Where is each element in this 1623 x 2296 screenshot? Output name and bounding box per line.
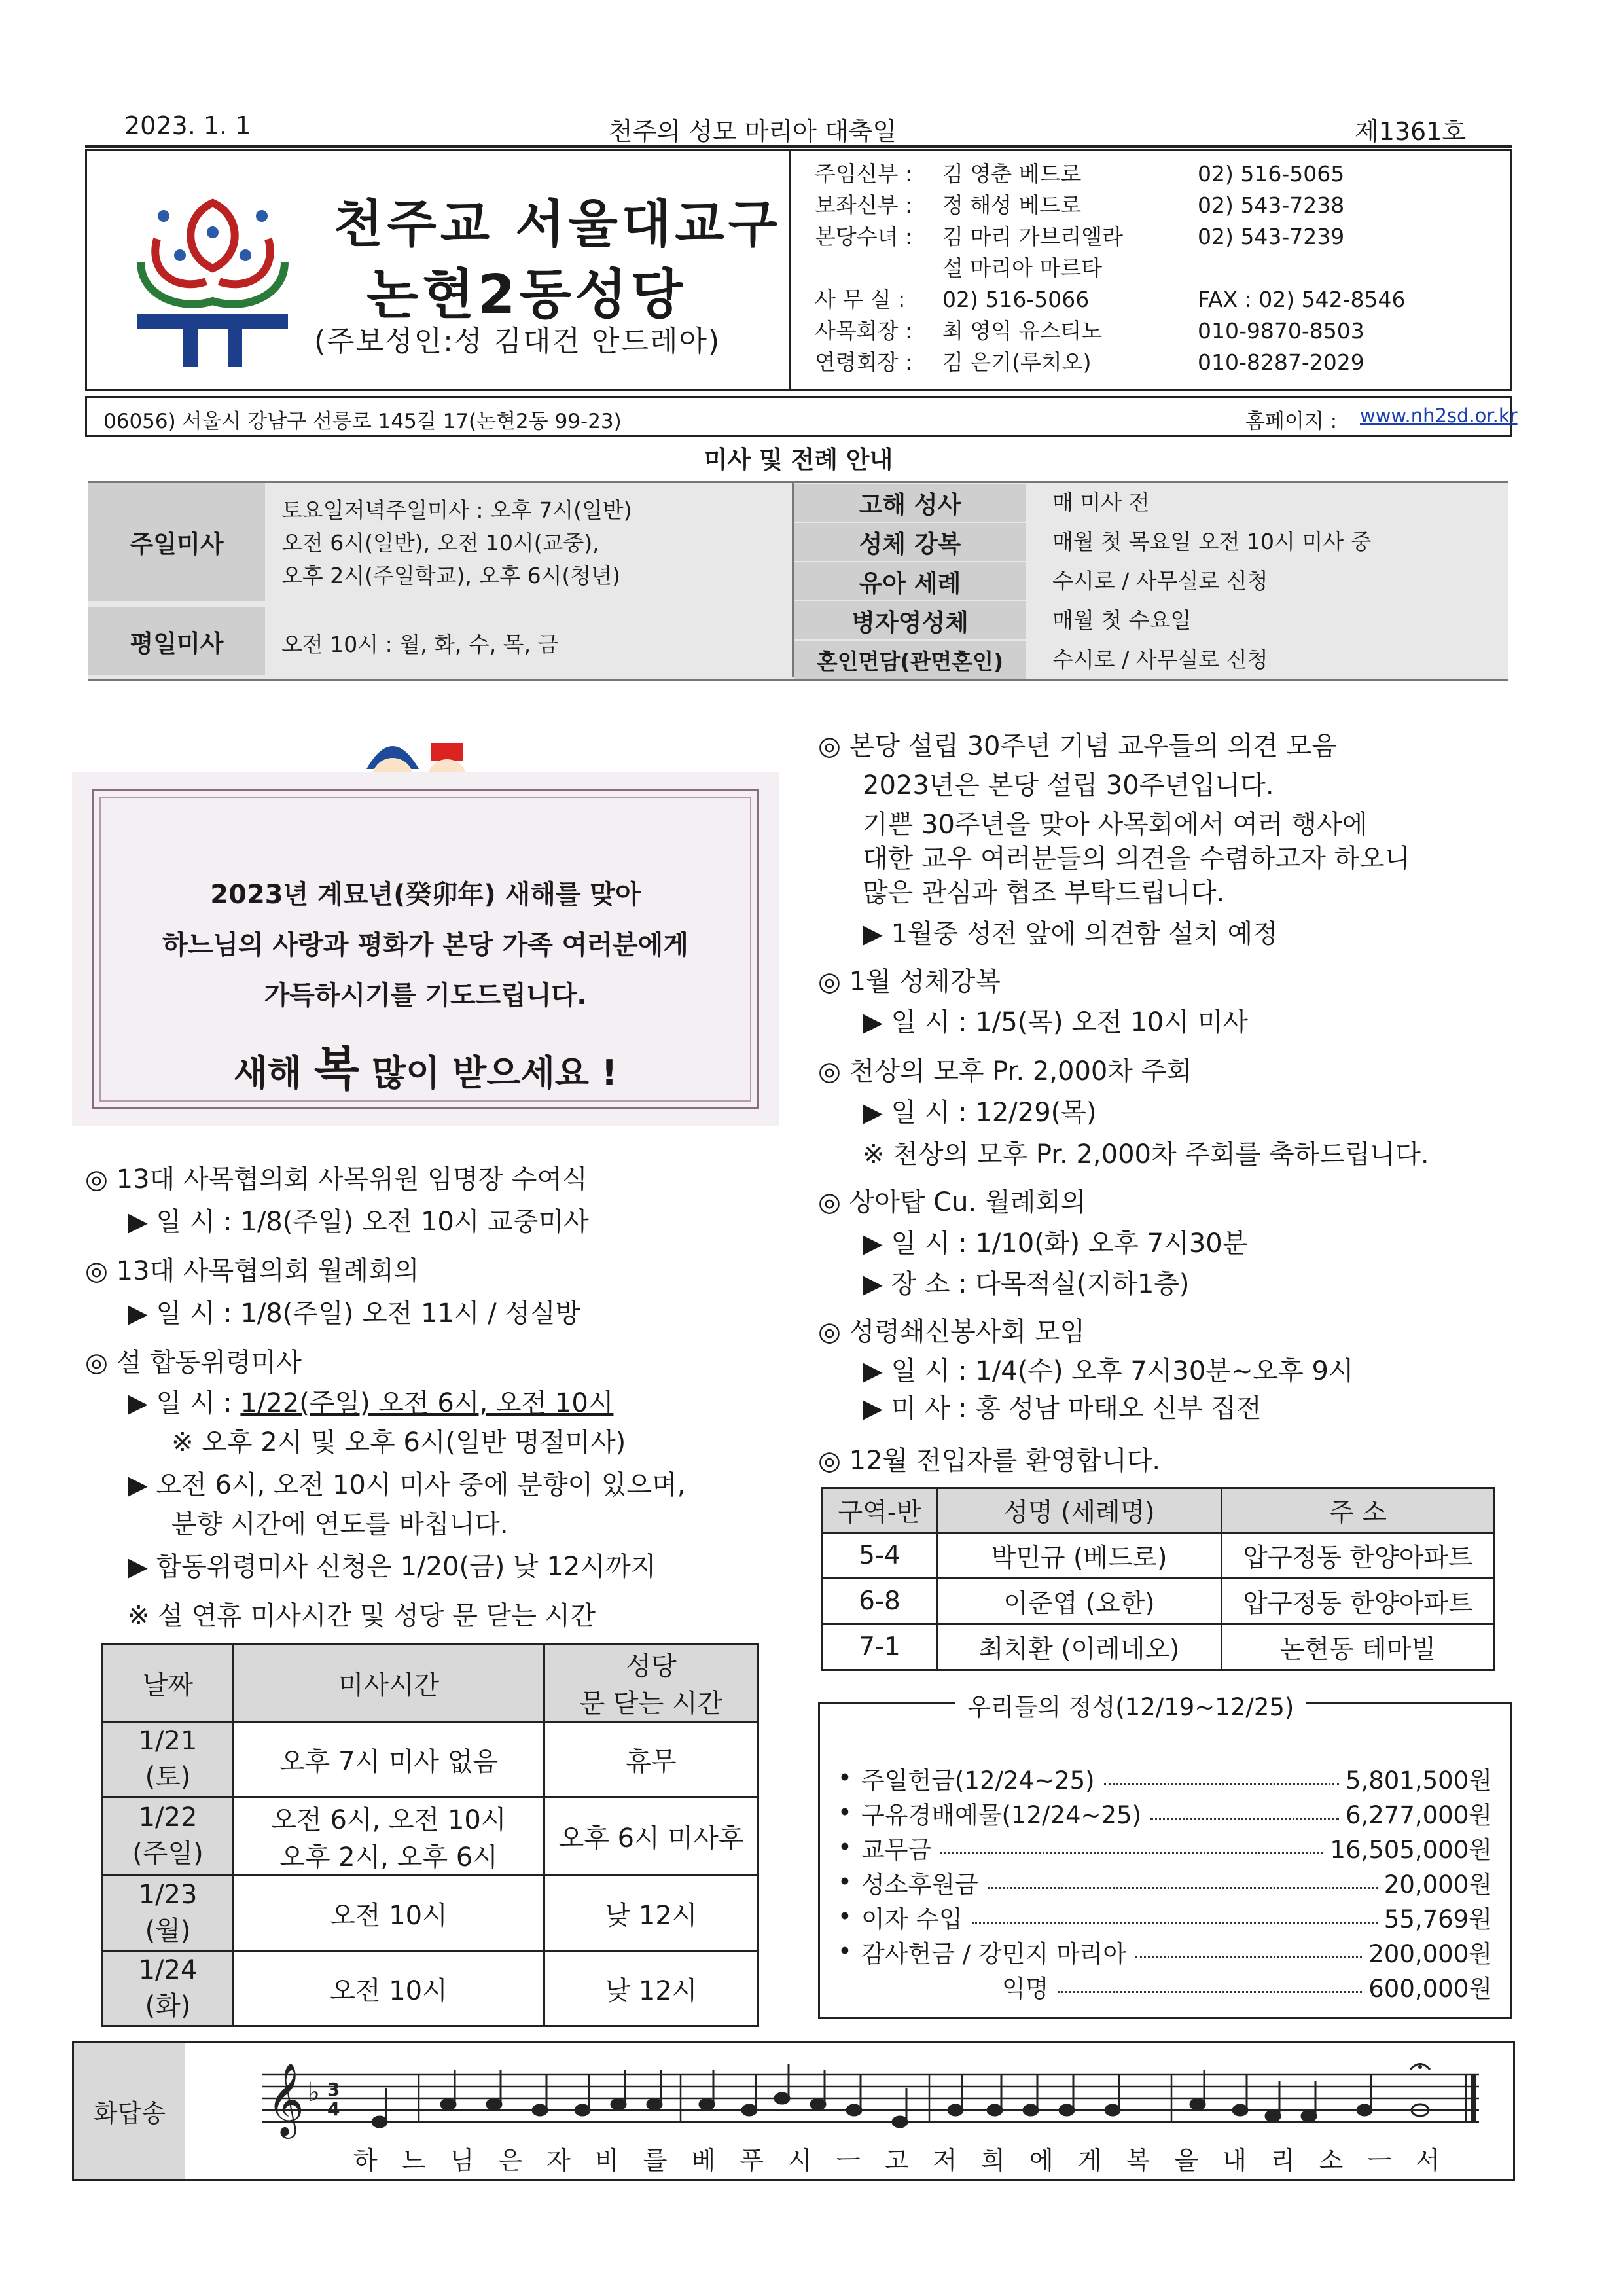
issue-date: 2023. 1. 1	[124, 111, 251, 140]
offering-amount: 16,505,000원	[1330, 1835, 1492, 1864]
date-text: 1/21	[138, 1725, 198, 1756]
zone-cell: 5-4	[823, 1533, 937, 1579]
sunday-mass-label: 주일미사	[88, 483, 265, 601]
leader-dots	[1150, 1802, 1339, 1820]
notice-line: 2023년은 본당 설립 30주년입니다.	[863, 770, 1274, 800]
notice-line: 대한 교우 여러분들의 의견을 수렴하고자 하오니	[863, 844, 1410, 874]
homepage-link[interactable]: www.nh2sd.or.kr	[1360, 404, 1518, 427]
lyric-syllable: 고	[884, 2146, 909, 2175]
lyric-syllable: 내	[1222, 2146, 1247, 2175]
lyric-syllable: 리	[1270, 2146, 1295, 2175]
rite-text: 매월 첫 수요일	[1052, 607, 1192, 633]
lyric-syllable: 서	[1416, 2146, 1440, 2175]
notice-line: ▶ 일 시 : 1/8(주일) 오전 10시 교중미사	[128, 1207, 589, 1237]
table-header: 구역-반	[823, 1488, 937, 1533]
date-cell	[103, 1797, 234, 1876]
contact-role: 본당수녀 :	[815, 224, 913, 249]
notice-title: ◎ 13대 사목협의회 월례회의	[85, 1256, 419, 1286]
mass-time-cell: 오후 7시 미사 없음	[234, 1722, 544, 1797]
notice-line: ▶ 일 시 : 12/29(목)	[863, 1098, 1097, 1128]
notice-line: ▶ 오전 6시, 오전 10시 미사 중에 분향이 있으며,	[128, 1470, 686, 1500]
contact-row	[815, 284, 1502, 315]
svg-text:𝄞: 𝄞	[267, 2062, 304, 2136]
mass-section-title: 미사 및 전례 안내	[704, 446, 893, 474]
mass-time-cell: 오전 10시	[234, 1876, 544, 1951]
table-row	[103, 1722, 758, 1797]
notice-title: ◎ 13대 사목협의회 사목위원 임명장 수여식	[85, 1164, 588, 1194]
name-cell: 최치환 (이레네오)	[937, 1624, 1222, 1670]
close-time-cell: 휴무	[544, 1722, 758, 1797]
top-line	[85, 111, 1512, 148]
notice-line: ▶ 1월중 성전 앞에 의견함 설치 예정	[863, 919, 1278, 949]
contact-role: 보좌신부 :	[815, 192, 913, 218]
address-cell: 논현동 테마빌	[1222, 1624, 1495, 1670]
lyric-syllable: 복	[1126, 2146, 1150, 2175]
contact-role	[815, 253, 942, 284]
greeting-line: 2023년 계묘년(癸卯年) 새해를 맞아	[210, 880, 641, 910]
contact-role: 주임신부 :	[815, 161, 913, 187]
offering-label: 주일헌금(12/24~25)	[861, 1766, 1095, 1795]
date-text: 1/23	[138, 1879, 198, 1910]
mass-time-line: 오후 2시, 오후 6시	[279, 1842, 498, 1873]
feast-title: 천주의 성모 마리아 대축일	[609, 117, 897, 146]
date-text: 1/24	[138, 1954, 198, 1985]
notice-line: ※ 오후 2시 및 오후 6시(일반 명절미사)	[171, 1427, 626, 1458]
notice-line-label: ▶ 일 시 :	[128, 1388, 241, 1418]
table-header: 성명 (세례명)	[937, 1488, 1222, 1533]
zone-cell: 7-1	[823, 1624, 937, 1670]
day-text: (주일)	[132, 1839, 204, 1869]
contact-role: 사 무 실 :	[815, 287, 906, 312]
rite-text: 매 미사 전	[1052, 490, 1150, 515]
lyric-syllable: 자	[546, 2146, 571, 2175]
leader-dots	[988, 1871, 1378, 1889]
blessing-word: 새해	[233, 1052, 302, 1094]
notice-line: ▶ 장 소 : 다목적실(지하1층)	[863, 1269, 1190, 1299]
table-row	[823, 1579, 1495, 1624]
parish-address: 06056) 서울시 강남구 선릉로 145길 17(논현2동 99-23)	[103, 410, 622, 433]
contact-phone: 02) 543-7238	[1198, 192, 1345, 218]
lyric-syllable: 저	[933, 2146, 957, 2175]
sunday-mass-line: 토요일저녁주일미사 : 오후 7시(일반)	[281, 497, 632, 523]
table-row	[823, 1533, 1495, 1579]
lyric-syllable: 을	[1174, 2146, 1198, 2175]
offering-list	[838, 1761, 1492, 2003]
date-cell	[103, 1951, 234, 2026]
zone-cell: 6-8	[823, 1579, 937, 1624]
contact-row	[815, 190, 1502, 221]
lyric-syllable: ㅡ	[836, 2146, 861, 2175]
contact-row	[815, 253, 1502, 284]
rite-row	[794, 483, 1508, 522]
bullet: •	[838, 1799, 852, 1827]
contact-row	[815, 221, 1502, 253]
leader-dots	[940, 1837, 1323, 1854]
day-text: (토)	[145, 1761, 191, 1792]
bullet: •	[838, 1937, 852, 1965]
bullet: •	[838, 1764, 852, 1792]
mass-time-cell: 오전 10시	[234, 1951, 544, 2026]
offering-label: 성소후원금	[861, 1870, 978, 1899]
newcomers-table	[821, 1487, 1495, 1671]
rite-text: 수시로 / 사무실로 신청	[1052, 568, 1268, 594]
greeting-blessing	[72, 1031, 779, 1099]
offering-row	[838, 1761, 1492, 1795]
psalm-lyrics	[353, 2140, 1440, 2176]
notice-line	[128, 1382, 613, 1420]
notice-title: ◎ 상아탑 Cu. 월례회의	[818, 1187, 1086, 1217]
contact-name: 최 영익 유스티노	[942, 318, 1103, 344]
leader-dots	[1104, 1767, 1339, 1785]
offering-amount: 6,277,000원	[1345, 1801, 1492, 1829]
mass-time-line: 오전 6시, 오전 10시	[271, 1804, 507, 1835]
lyric-syllable: 하	[353, 2146, 378, 2175]
offering-amount: 5,801,500원	[1345, 1766, 1492, 1795]
notice-line: ▶ 일 시 : 1/5(목) 오전 10시 미사	[863, 1007, 1248, 1037]
greeting-line: 가득하시기를 기도드립니다.	[264, 980, 587, 1011]
notice-line: ▶ 일 시 : 1/10(화) 오후 7시30분	[863, 1229, 1248, 1259]
contact-row	[815, 158, 1502, 190]
rite-label: 유아 세례	[794, 562, 1026, 600]
lyric-syllable: 를	[643, 2146, 668, 2175]
contact-phone: FAX : 02) 542-8546	[1198, 287, 1406, 312]
offering-amount: 600,000원	[1368, 1974, 1492, 2003]
offering-amount: 20,000원	[1383, 1870, 1492, 1899]
lyric-syllable: 희	[981, 2146, 1005, 2175]
day-text: (월)	[145, 1915, 191, 1946]
notice-line: ※ 설 연휴 미사시간 및 성당 문 닫는 시간	[128, 1601, 596, 1631]
lyric-syllable: 시	[788, 2146, 812, 2175]
header-line: 문 닫는 시간	[579, 1689, 723, 1719]
notice-title: ◎ 1월 성체강복	[818, 967, 1001, 997]
address-bar	[85, 396, 1518, 437]
contact-name: 02) 516-5066	[942, 287, 1090, 312]
name-cell: 박민규 (베드로)	[937, 1533, 1222, 1579]
close-time-cell: 낮 12시	[544, 1951, 758, 2026]
leader-dots	[972, 1906, 1378, 1924]
notice-title: ◎ 본당 설립 30주년 기념 교우들의 의견 모음	[818, 731, 1338, 761]
date-cell	[103, 1876, 234, 1951]
table-header-row	[103, 1644, 758, 1722]
date-text: 1/22	[138, 1803, 198, 1833]
table-header: 날짜	[103, 1644, 234, 1722]
close-time-cell: 낮 12시	[544, 1876, 758, 1951]
rite-row	[794, 562, 1508, 601]
weekday-mass-times: 오전 10시 : 월, 화, 수, 목, 금	[281, 632, 559, 657]
notice-line: 기쁜 30주년을 맞아 사목회에서 여러 행사에	[863, 810, 1368, 840]
music-staff-icon	[262, 2055, 1492, 2140]
contact-phone: 010-9870-8503	[1198, 318, 1364, 344]
notice-line: ▶ 미 사 : 홍 성남 마태오 신부 집전	[863, 1393, 1262, 1424]
table-header: 미사시간	[234, 1644, 544, 1722]
sunday-mass-times	[281, 494, 632, 592]
table-row	[103, 1797, 758, 1876]
sunday-mass-line: 오후 2시(주일학교), 오후 6시(청년)	[281, 563, 620, 588]
mass-time-cell	[234, 1797, 544, 1876]
blessing-bok: 복	[313, 1041, 360, 1096]
lyric-syllable: 은	[498, 2146, 523, 2175]
offering-row	[838, 1969, 1492, 2003]
rite-label: 병자영성체	[794, 601, 1026, 639]
offering-label: 교무금	[861, 1835, 932, 1864]
lyric-syllable: 님	[450, 2146, 474, 2175]
table-row	[103, 1876, 758, 1951]
notice-line: 분향 시간에 연도를 바칩니다.	[171, 1509, 508, 1539]
lyric-syllable: 느	[401, 2146, 426, 2175]
lyric-syllable: 소	[1319, 2146, 1344, 2175]
contact-name: 정 해성 베드로	[942, 192, 1082, 218]
notice-title: ◎ 천상의 모후 Pr. 2,000차 주회	[818, 1056, 1192, 1086]
contact-list	[815, 158, 1502, 378]
rites-list	[794, 483, 1508, 679]
contact-row	[815, 315, 1502, 347]
psalm-label: 화답송	[74, 2043, 185, 2179]
bullet: •	[838, 1868, 852, 1896]
table-header: 주 소	[1222, 1488, 1495, 1533]
sunday-mass-line: 오전 6시(일반), 오전 10시(교중),	[281, 530, 599, 556]
lyric-syllable: ㅡ	[1367, 2146, 1392, 2175]
offering-row	[838, 1934, 1492, 1969]
lyric-syllable: 게	[1077, 2146, 1102, 2175]
leader-dots	[1058, 1975, 1362, 1993]
rite-label: 고해 성사	[794, 484, 1026, 522]
contact-name: 김 마리 가브리엘라	[942, 224, 1124, 249]
offering-row	[838, 1830, 1492, 1865]
day-text: (화)	[145, 1990, 191, 2021]
lyric-syllable: 비	[594, 2146, 619, 2175]
close-time-cell: 오후 6시 미사후	[544, 1797, 758, 1876]
table-row	[823, 1624, 1495, 1670]
table-row	[103, 1951, 758, 2026]
rite-row	[794, 522, 1508, 562]
notice-title: ◎ 12월 전입자를 환영합니다.	[818, 1446, 1161, 1476]
notice-line: 많은 관심과 협조 부탁드립니다.	[863, 878, 1225, 908]
leader-dots	[1135, 1941, 1362, 1958]
parish-logo-icon	[121, 177, 304, 367]
contact-role: 사목회장 :	[815, 318, 913, 344]
bullet: •	[838, 1833, 852, 1861]
issue-number: 제1361호	[1355, 117, 1467, 146]
offering-row	[838, 1899, 1492, 1934]
contact-name: 김 영춘 베드로	[942, 161, 1082, 187]
offering-row	[838, 1865, 1492, 1899]
rite-label: 혼인면담(관면혼인)	[794, 641, 1026, 679]
contact-phone: 02) 543-7239	[1198, 224, 1345, 249]
header-divider	[789, 149, 791, 391]
lyric-syllable: 베	[691, 2146, 716, 2175]
svg-text:3: 3	[327, 2079, 340, 2100]
parish-title: 논현2동성당	[366, 264, 687, 326]
table-header	[544, 1644, 758, 1722]
contact-role: 연령회장 :	[815, 350, 913, 375]
rite-row	[794, 601, 1508, 640]
bullet: •	[838, 1903, 852, 1931]
svg-text:4: 4	[327, 2098, 340, 2120]
offering-row	[838, 1795, 1492, 1830]
homepage-label: 홈페이지 :	[1245, 410, 1338, 433]
offering-label: 익명	[1002, 1974, 1049, 2003]
notice-line: ※ 천상의 모후 Pr. 2,000차 주회를 축하드립니다.	[863, 1139, 1429, 1170]
date-cell	[103, 1722, 234, 1797]
notice-line: ▶ 일 시 : 1/8(주일) 오전 11시 / 성실방	[128, 1299, 581, 1329]
notice-line-date: 1/22(주일) 오전 6시, 오전 10시	[240, 1388, 614, 1418]
offering-label: 감사헌금 / 강민지 마리아	[861, 1939, 1127, 1968]
name-cell: 이준엽 (요한)	[937, 1579, 1222, 1624]
offering-amount: 55,769원	[1383, 1905, 1492, 1933]
contact-name: 김 은기(루치오)	[942, 350, 1092, 375]
header-line: 성당	[626, 1651, 677, 1681]
notice-line: ▶ 합동위령미사 신청은 1/20(금) 낮 12시까지	[128, 1552, 656, 1582]
greeting-line: 하느님의 사랑과 평화가 본당 가족 여러분에게	[162, 930, 688, 960]
contact-phone: 02) 516-5065	[1198, 161, 1345, 187]
offering-title: 우리들의 정성(12/19~12/25)	[955, 1687, 1306, 1723]
address-cell: 압구정동 한양아파트	[1222, 1579, 1495, 1624]
contact-name: 설 마리아 마르타	[942, 255, 1103, 281]
offering-label: 구유경배예물(12/24~25)	[861, 1801, 1142, 1829]
notice-title: ◎ 설 합동위령미사	[85, 1348, 302, 1378]
diocese-title: 천주교 서울대교구	[334, 195, 781, 254]
rite-text: 수시로 / 사무실로 신청	[1052, 647, 1268, 672]
weekday-mass-label: 평일미사	[88, 607, 265, 675]
table-header-row	[823, 1488, 1495, 1533]
rite-label: 성체 강복	[794, 523, 1026, 561]
rite-text: 매월 첫 목요일 오전 10시 미사 중	[1052, 529, 1372, 554]
patron-saint: (주보성인:성 김대건 안드레아)	[314, 325, 721, 358]
contact-row	[815, 347, 1502, 378]
svg-text:♭: ♭	[308, 2077, 320, 2108]
holiday-schedule-table	[101, 1643, 759, 2027]
address-cell: 압구정동 한양아파트	[1222, 1533, 1495, 1579]
notice-line: ▶ 일 시 : 1/4(수) 오후 7시30분~오후 9시	[863, 1356, 1354, 1386]
blessing-word: 많이 받으세요 !	[372, 1052, 618, 1094]
notice-title: ◎ 성령쇄신봉사회 모임	[818, 1317, 1086, 1347]
offering-label: 이자 수입	[861, 1905, 963, 1933]
offering-amount: 200,000원	[1368, 1939, 1492, 1968]
lyric-syllable: 푸	[740, 2146, 764, 2175]
lyric-syllable: 에	[1029, 2146, 1054, 2175]
contact-phone: 010-8287-2029	[1198, 350, 1364, 375]
rite-row	[794, 640, 1508, 679]
